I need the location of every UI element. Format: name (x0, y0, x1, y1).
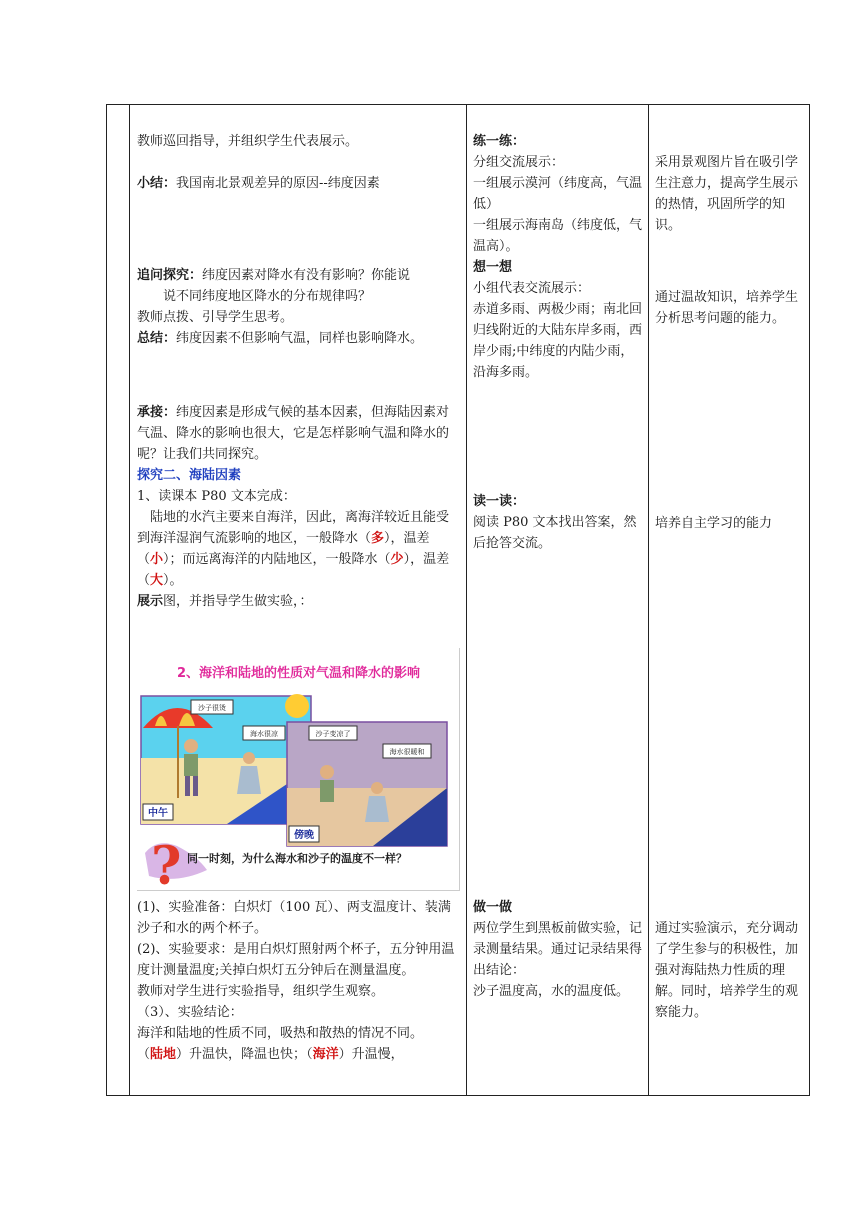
transition-text: 纬度因素是形成气候的基本因素，但海陆因素对气温、降水的影响也很大，它是怎样影响气温和降水的呢？让我们共同探究。 (137, 405, 450, 462)
total-text: 纬度因素不但影响气温，同样也影响降水。 (176, 331, 424, 346)
followup-label: 追问探究： (137, 268, 203, 283)
label-evening: 傍晚 (294, 830, 314, 841)
experiment-block (137, 897, 461, 1065)
bubble-sand-cooled: 沙子变凉了 (315, 730, 351, 738)
summary-label: 小结： (137, 176, 177, 191)
show-label: 展示 (137, 594, 164, 609)
column-divider (129, 105, 130, 1095)
do-label: 做一做 (473, 900, 513, 915)
think-label: 想一想 (473, 260, 513, 275)
teacher-activity-text (137, 131, 461, 194)
practice-text: 分组交流展示： (473, 155, 565, 170)
figure-title: 2、海洋和陆地的性质对气温和降水的影响 (177, 666, 421, 681)
do-text: 两位学生到黑板前做实验，记录测量结果。通过记录结果得出结论： (473, 921, 643, 978)
think-text: 赤道多雨、两极少雨；南北回归线附近的大陆东岸多雨，西岸少雨;中纬度的内陆少雨，沿海多雨。 (473, 302, 643, 380)
bubble-sand-hot: 沙子很烫 (198, 704, 226, 712)
read-label: 读一读： (473, 494, 526, 509)
answer-less: 少 (390, 552, 404, 567)
followup-text: 纬度因素对降水有没有影响？你能说 (202, 268, 411, 283)
answer-big: 大 (150, 573, 164, 588)
do-result: 沙子温度高，水的温度低。 (473, 984, 630, 999)
experiment-requirement: (2)、实验要求：是用白炽灯照射两个杯子，五分钟用温度计测量温度;关掉白炽灯五分钟后在测量温度。 (137, 942, 455, 978)
transition-label: 承接： (137, 405, 177, 420)
experiment-guide: 教师对学生进行实验指导，组织学生观察。 (137, 984, 385, 999)
show-text: 图，并指导学生做实验，： (163, 594, 313, 609)
figure-question: 同一时刻，为什么海水和沙子的温度不一样？ (187, 852, 407, 865)
question-mark-icon: ? (151, 836, 182, 890)
transition-block (137, 402, 461, 612)
column-divider (466, 105, 467, 1095)
think-text: 小组代表交流展示： (473, 281, 591, 296)
read-task: 1、读课本 P80 文本完成： (137, 489, 296, 504)
student-read (473, 491, 643, 554)
intent-4: 通过实验演示，充分调动了学生参与的积极性，加强对海陆热力性质的理解。同时，培养学生的观察能力。 (655, 921, 799, 1020)
bubble-sea-cool: 海水很凉 (250, 730, 278, 738)
practice-text: 一组展示漠河（纬度高，气温低） (473, 176, 643, 212)
followup-block (137, 265, 461, 349)
read-text: 阅读 P80 文本找出答案，然后抢答交流。 (473, 515, 637, 551)
student-do (473, 897, 643, 1002)
bubble-sea-warm: 海水很暖和 (389, 748, 425, 756)
summary-text: 我国南北景观差异的原因--纬度因素 (176, 176, 380, 191)
answer-small: 小 (150, 552, 164, 567)
followup-text-cont: 说不同纬度地区降水的分布规律吗？ (163, 289, 372, 304)
label-noon: 中午 (148, 808, 168, 819)
intent-3: 培养自主学习的能力 (655, 516, 773, 531)
teacher-guidance: 教师巡回指导，并组织学生代表展示。 (137, 134, 359, 149)
intent-2: 通过温故知识，培养学生分析思考问题的能力。 (655, 290, 799, 326)
practice-text: 一组展示海南岛（纬度低，气温高）。 (473, 218, 643, 254)
explore2-heading: 探究二、海陆因素 (137, 468, 242, 483)
lesson-table (106, 104, 810, 1096)
student-practice (473, 131, 643, 383)
experiment-prep: (1)、实验准备：白炽灯（100 瓦）、两支温度计、装满沙子和水的两个杯子。 (137, 900, 451, 936)
land-sea-conclusion: （陆地）升温快，降温也快；（海洋）升温慢， (137, 1047, 404, 1062)
column-divider (648, 105, 649, 1095)
land-sea-figure (137, 648, 460, 891)
practice-label: 练一练： (473, 134, 526, 149)
answer-more: 多 (371, 531, 385, 546)
experiment-conclusion-label: （3）、实验结论： (137, 1005, 243, 1020)
intent-1: 采用景观图片旨在吸引学生注意力，提高学生展示的热情，巩固所学的知识。 (655, 155, 799, 233)
fill-blank-paragraph: 陆地的水汽主要来自海洋，因此，离海洋较近且能受到海洋湿润气流影响的地区，一般降水（多），温差（小）；而远离海洋的内陆地区，一般降水（少），温差（大）。 (137, 510, 450, 588)
total-label: 总结： (137, 331, 177, 346)
teacher-guide: 教师点拨、引导学生思考。 (137, 310, 294, 325)
experiment-conclusion: 海洋和陆地的性质不同，吸热和散热的情况不同。 (137, 1026, 424, 1041)
